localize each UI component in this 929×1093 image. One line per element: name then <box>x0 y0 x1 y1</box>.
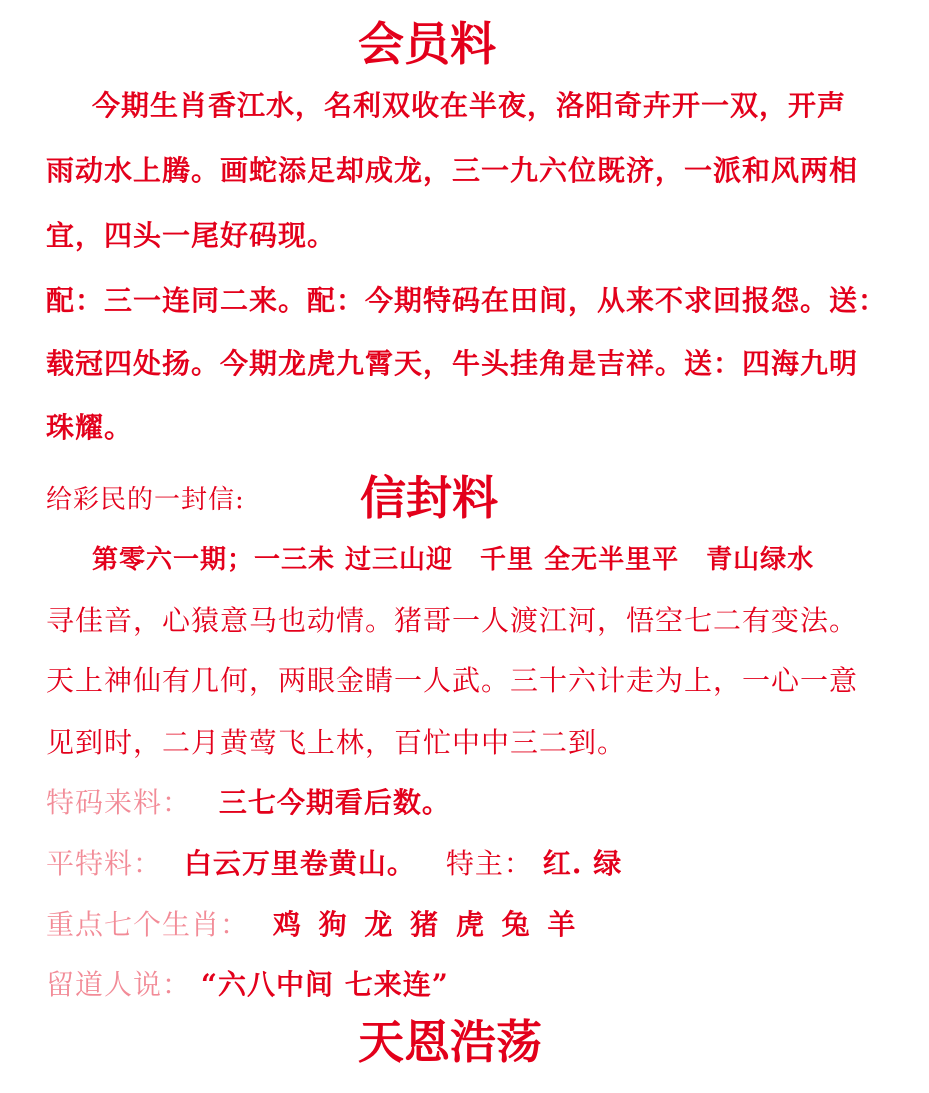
flat-code-value: 白云万里卷黄山。 <box>183 847 416 880</box>
zodiac-label: 重点七个生肖： <box>46 908 250 941</box>
letter-intro: 给彩民的一封信: <box>46 485 245 515</box>
saying-row <box>46 967 449 1003</box>
saying-value: “六八中间 七来连” <box>200 968 449 1001</box>
flat-code-label: 平特料： <box>46 847 163 880</box>
paragraph-line-3: 宜，四头一尾好码现。 <box>46 219 337 252</box>
envelope-line-3: 天上神仙有几何，两眼金睛一人武。三十六计走为上，一心一意 <box>46 664 859 697</box>
special-code-value: 三七今期看后数。 <box>218 786 451 819</box>
paragraph-line-4: 配：三一连同二来。配：今期特码在田间，从来不求回报怨。送： <box>46 284 888 317</box>
paragraph-line-2: 雨动水上腾。画蛇添足却成龙，三一九六位既济，一派和风两相 <box>46 154 859 187</box>
flat-code-row <box>46 846 622 882</box>
paragraph-line-1: 今期生肖香江水，名利双收在半夜，洛阳奇卉开一双，开声 <box>92 89 847 122</box>
zodiac-value: 鸡 狗 龙 猪 虎 兔 羊 <box>272 908 580 941</box>
envelope-line-2: 寻佳音，心猿意马也动情。猪哥一人渡江河，悟空七二有变法。 <box>46 604 859 637</box>
blessing-title: 天恩浩荡 <box>358 1015 542 1069</box>
special-main-value: 红. 绿 <box>542 847 623 880</box>
special-code-label: 特码来料： <box>46 786 192 819</box>
special-main-label: 特主： <box>445 847 533 880</box>
paragraph-line-6: 珠耀。 <box>46 411 134 444</box>
envelope-line-1: 第零六一期；一三未 过三山迎 千里 全无半里平 青山绿水 <box>92 545 815 575</box>
member-material-title: 会员料 <box>358 17 496 71</box>
envelope-line-4: 见到时，二月黄莺飞上林，百忙中中三二到。 <box>46 726 627 759</box>
envelope-material-title: 信封料 <box>360 471 498 525</box>
saying-label: 留道人说： <box>46 968 192 1001</box>
zodiac-row <box>46 907 579 943</box>
special-code-row <box>46 785 451 821</box>
paragraph-line-5: 载冠四处扬。今期龙虎九霄天，牛头挂角是吉祥。送：四海九明 <box>46 347 859 380</box>
